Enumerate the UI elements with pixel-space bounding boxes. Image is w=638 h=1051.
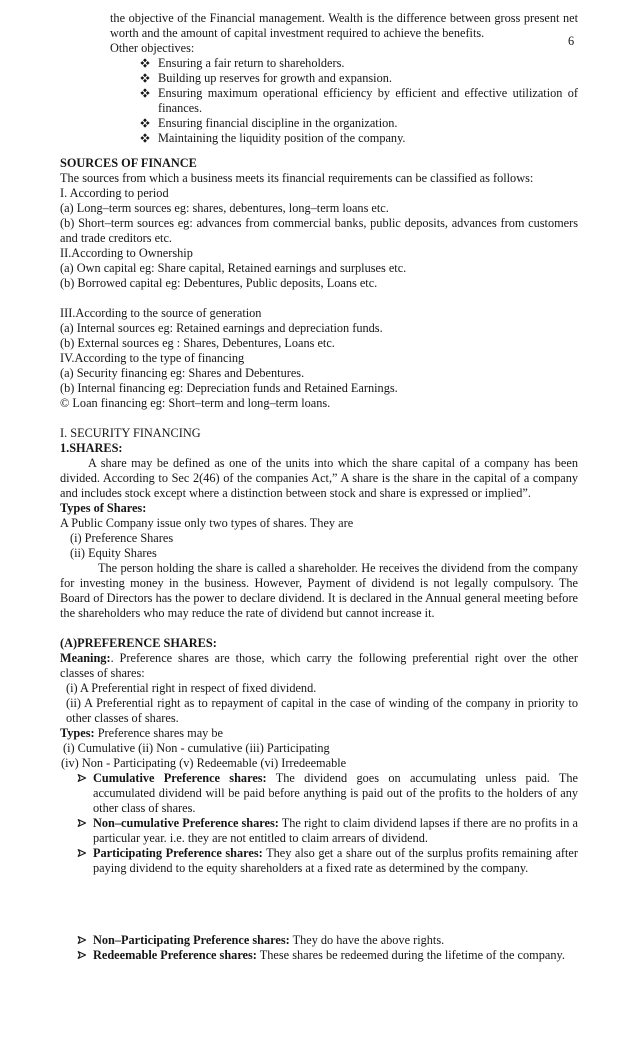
text-run: (ii) Equity Shares bbox=[70, 546, 157, 560]
paragraph bbox=[60, 561, 578, 621]
arrow-bullet-icon bbox=[77, 950, 87, 960]
arrow-bullet-icon bbox=[77, 848, 87, 858]
text-run: SOURCES OF FINANCE bbox=[60, 156, 197, 170]
bold-lead: Meaning: bbox=[60, 651, 111, 665]
text-run: (b) Short–term sources eg: advances from commercial banks, public deposits, advances from customers and trade creditors etc. bbox=[60, 216, 578, 245]
page-number: 6 bbox=[568, 34, 575, 48]
paragraph bbox=[60, 306, 578, 321]
text-run: Ensuring a fair return to shareholders. bbox=[158, 56, 345, 70]
arrow-bullet-icon bbox=[77, 818, 87, 828]
text-run: . Preference shares are those, which carry the following preferential right over the other classes of shares: bbox=[60, 651, 578, 680]
diamond-bullet-icon bbox=[140, 133, 150, 143]
paragraph bbox=[60, 651, 578, 681]
diamond-bullet-icon bbox=[140, 58, 150, 68]
paragraph bbox=[60, 381, 578, 396]
heading-security-financing bbox=[60, 426, 578, 441]
paragraph bbox=[60, 321, 578, 336]
text-run: (b) Internal financing eg: Depreciation funds and Retained Earnings. bbox=[60, 381, 398, 395]
bold-lead: Non–Participating Preference shares: bbox=[93, 933, 290, 947]
text-run: (A)PREFERENCE SHARES: bbox=[60, 636, 217, 650]
paragraph bbox=[60, 216, 578, 246]
paragraph bbox=[110, 11, 578, 41]
list-item bbox=[140, 56, 578, 71]
text-run: (i) A Preferential right in respect of fixed dividend. bbox=[66, 681, 317, 695]
text-run: (iv) Non - Participating (v) Redeemable (vi) Irredeemable bbox=[61, 756, 347, 770]
heading-types-of-shares bbox=[60, 501, 578, 516]
paragraph bbox=[60, 351, 578, 366]
paragraph bbox=[60, 396, 578, 411]
text-run: A share may be defined as one of the units into which the share capital of a company has been divided. According to Sec 2(46) of the companies Act,” A share is the share in the capital of a company and includes stock except where a distinction between stock and share is expressed or implied”. bbox=[60, 456, 578, 500]
list-item bbox=[77, 816, 578, 846]
paragraph bbox=[63, 741, 578, 756]
list-item bbox=[140, 131, 578, 146]
text-run: III.According to the source of generation bbox=[60, 306, 262, 320]
paragraph bbox=[60, 246, 578, 261]
text-run: They do have the above rights. bbox=[289, 933, 445, 947]
paragraph bbox=[110, 41, 578, 56]
arrow-bullet-icon bbox=[77, 935, 87, 945]
text-run: II.According to Ownership bbox=[60, 246, 193, 260]
text-run: (i) Cumulative (ii) Non - cumulative (iii) Participating bbox=[63, 741, 330, 755]
list-item bbox=[77, 948, 578, 963]
paragraph bbox=[60, 276, 578, 291]
list-item bbox=[140, 86, 578, 116]
text-run: These shares be redeemed during the lifetime of the company. bbox=[256, 948, 565, 962]
text-run: (b) Borrowed capital eg: Debentures, Public deposits, Loans etc. bbox=[60, 276, 378, 290]
text-run: They also get a share out of the surplus profits remaining after paying dividend to the equity shareholders at a fixed rate as determined by the company. bbox=[93, 846, 578, 875]
text-run: (a) Long–term sources eg: shares, debentures, long–term loans etc. bbox=[60, 201, 389, 215]
text-run: (ii) A Preferential right as to repayment of capital in the case of winding of the company in priority to other classes of shares. bbox=[66, 696, 578, 725]
text-run: A Public Company issue only two types of shares. They are bbox=[60, 516, 354, 530]
text-run: I. According to period bbox=[60, 186, 169, 200]
paragraph bbox=[60, 186, 578, 201]
bold-lead: Cumulative Preference shares: bbox=[93, 771, 267, 785]
bold-lead: Redeemable Preference shares: bbox=[93, 948, 257, 962]
paragraph bbox=[60, 456, 578, 501]
text-run: The right to claim dividend lapses if there are no profits in a particular year. i.e. they are not entitled to claim arrears of dividend. bbox=[93, 816, 579, 845]
text-run: (b) External sources eg : Shares, Debentures, Loans etc. bbox=[60, 336, 335, 350]
text-run: The dividend goes on accumulating unless paid. The accumulated dividend will be paid before anything is paid out of the profits to the holders of any other class of shares. bbox=[93, 771, 579, 815]
text-run: The person holding the share is called a shareholder. He receives the dividend from the company for investing money in the business. However, Payment of dividend is not legally compulsory. The Board of Directors has the power to declare dividend. It is declared in the Annual general meeting before the shareholders who may reduce the rate of dividend but cannot increase it. bbox=[60, 561, 578, 620]
text-run: © Loan financing eg: Short–term and long–term loans. bbox=[60, 396, 331, 410]
text-run: (i) Preference Shares bbox=[70, 531, 174, 545]
paragraph bbox=[61, 756, 578, 771]
text-run: Ensuring financial discipline in the organization. bbox=[158, 116, 398, 130]
diamond-bullet-icon bbox=[140, 73, 150, 83]
text-run: 1.SHARES: bbox=[60, 441, 123, 455]
paragraph bbox=[70, 546, 578, 561]
text-run: Ensuring maximum operational efficiency by efficient and effective utilization of finances. bbox=[158, 86, 578, 115]
paragraph bbox=[60, 261, 578, 276]
text-run: IV.According to the type of financing bbox=[60, 351, 245, 365]
text-run: I. SECURITY FINANCING bbox=[60, 426, 201, 440]
paragraph bbox=[60, 336, 578, 351]
text-run: (a) Security financing eg: Shares and Debentures. bbox=[60, 366, 305, 380]
text-run: Types of Shares: bbox=[60, 501, 147, 515]
heading-preference-shares bbox=[60, 636, 578, 651]
paragraph bbox=[60, 366, 578, 381]
bold-lead: Non–cumulative Preference shares: bbox=[93, 816, 279, 830]
paragraph bbox=[70, 531, 578, 546]
list-item bbox=[77, 933, 578, 948]
text-run: Maintaining the liquidity position of the company. bbox=[158, 131, 406, 145]
paragraph bbox=[60, 726, 578, 741]
diamond-bullet-icon bbox=[140, 118, 150, 128]
text-run: the objective of the Financial management. Wealth is the difference between gross present net worth and the amount of capital investment required to achieve the benefits. bbox=[110, 11, 578, 40]
text-run: (a) Internal sources eg: Retained earnings and depreciation funds. bbox=[60, 321, 383, 335]
arrow-bullet-icon bbox=[77, 773, 87, 783]
bold-lead: Participating Preference shares: bbox=[93, 846, 263, 860]
diamond-bullet-icon bbox=[140, 88, 150, 98]
text-run: Building up reserves for growth and expansion. bbox=[158, 71, 392, 85]
bold-lead: Types: bbox=[60, 726, 95, 740]
paragraph bbox=[60, 516, 578, 531]
heading-sources-of-finance bbox=[60, 156, 578, 171]
list-item bbox=[77, 846, 578, 876]
text-run: (a) Own capital eg: Share capital, Retained earnings and surpluses etc. bbox=[60, 261, 407, 275]
paragraph bbox=[60, 171, 578, 186]
list-item bbox=[77, 771, 578, 816]
list-item bbox=[140, 116, 578, 131]
paragraph bbox=[60, 201, 578, 216]
paragraph bbox=[66, 681, 578, 696]
heading-shares bbox=[60, 441, 578, 456]
text-run: The sources from which a business meets its financial requirements can be classified as follows: bbox=[60, 171, 534, 185]
paragraph bbox=[66, 696, 578, 726]
text-run: Other objectives: bbox=[110, 41, 195, 55]
list-item bbox=[140, 71, 578, 86]
text-run: Preference shares may be bbox=[94, 726, 223, 740]
